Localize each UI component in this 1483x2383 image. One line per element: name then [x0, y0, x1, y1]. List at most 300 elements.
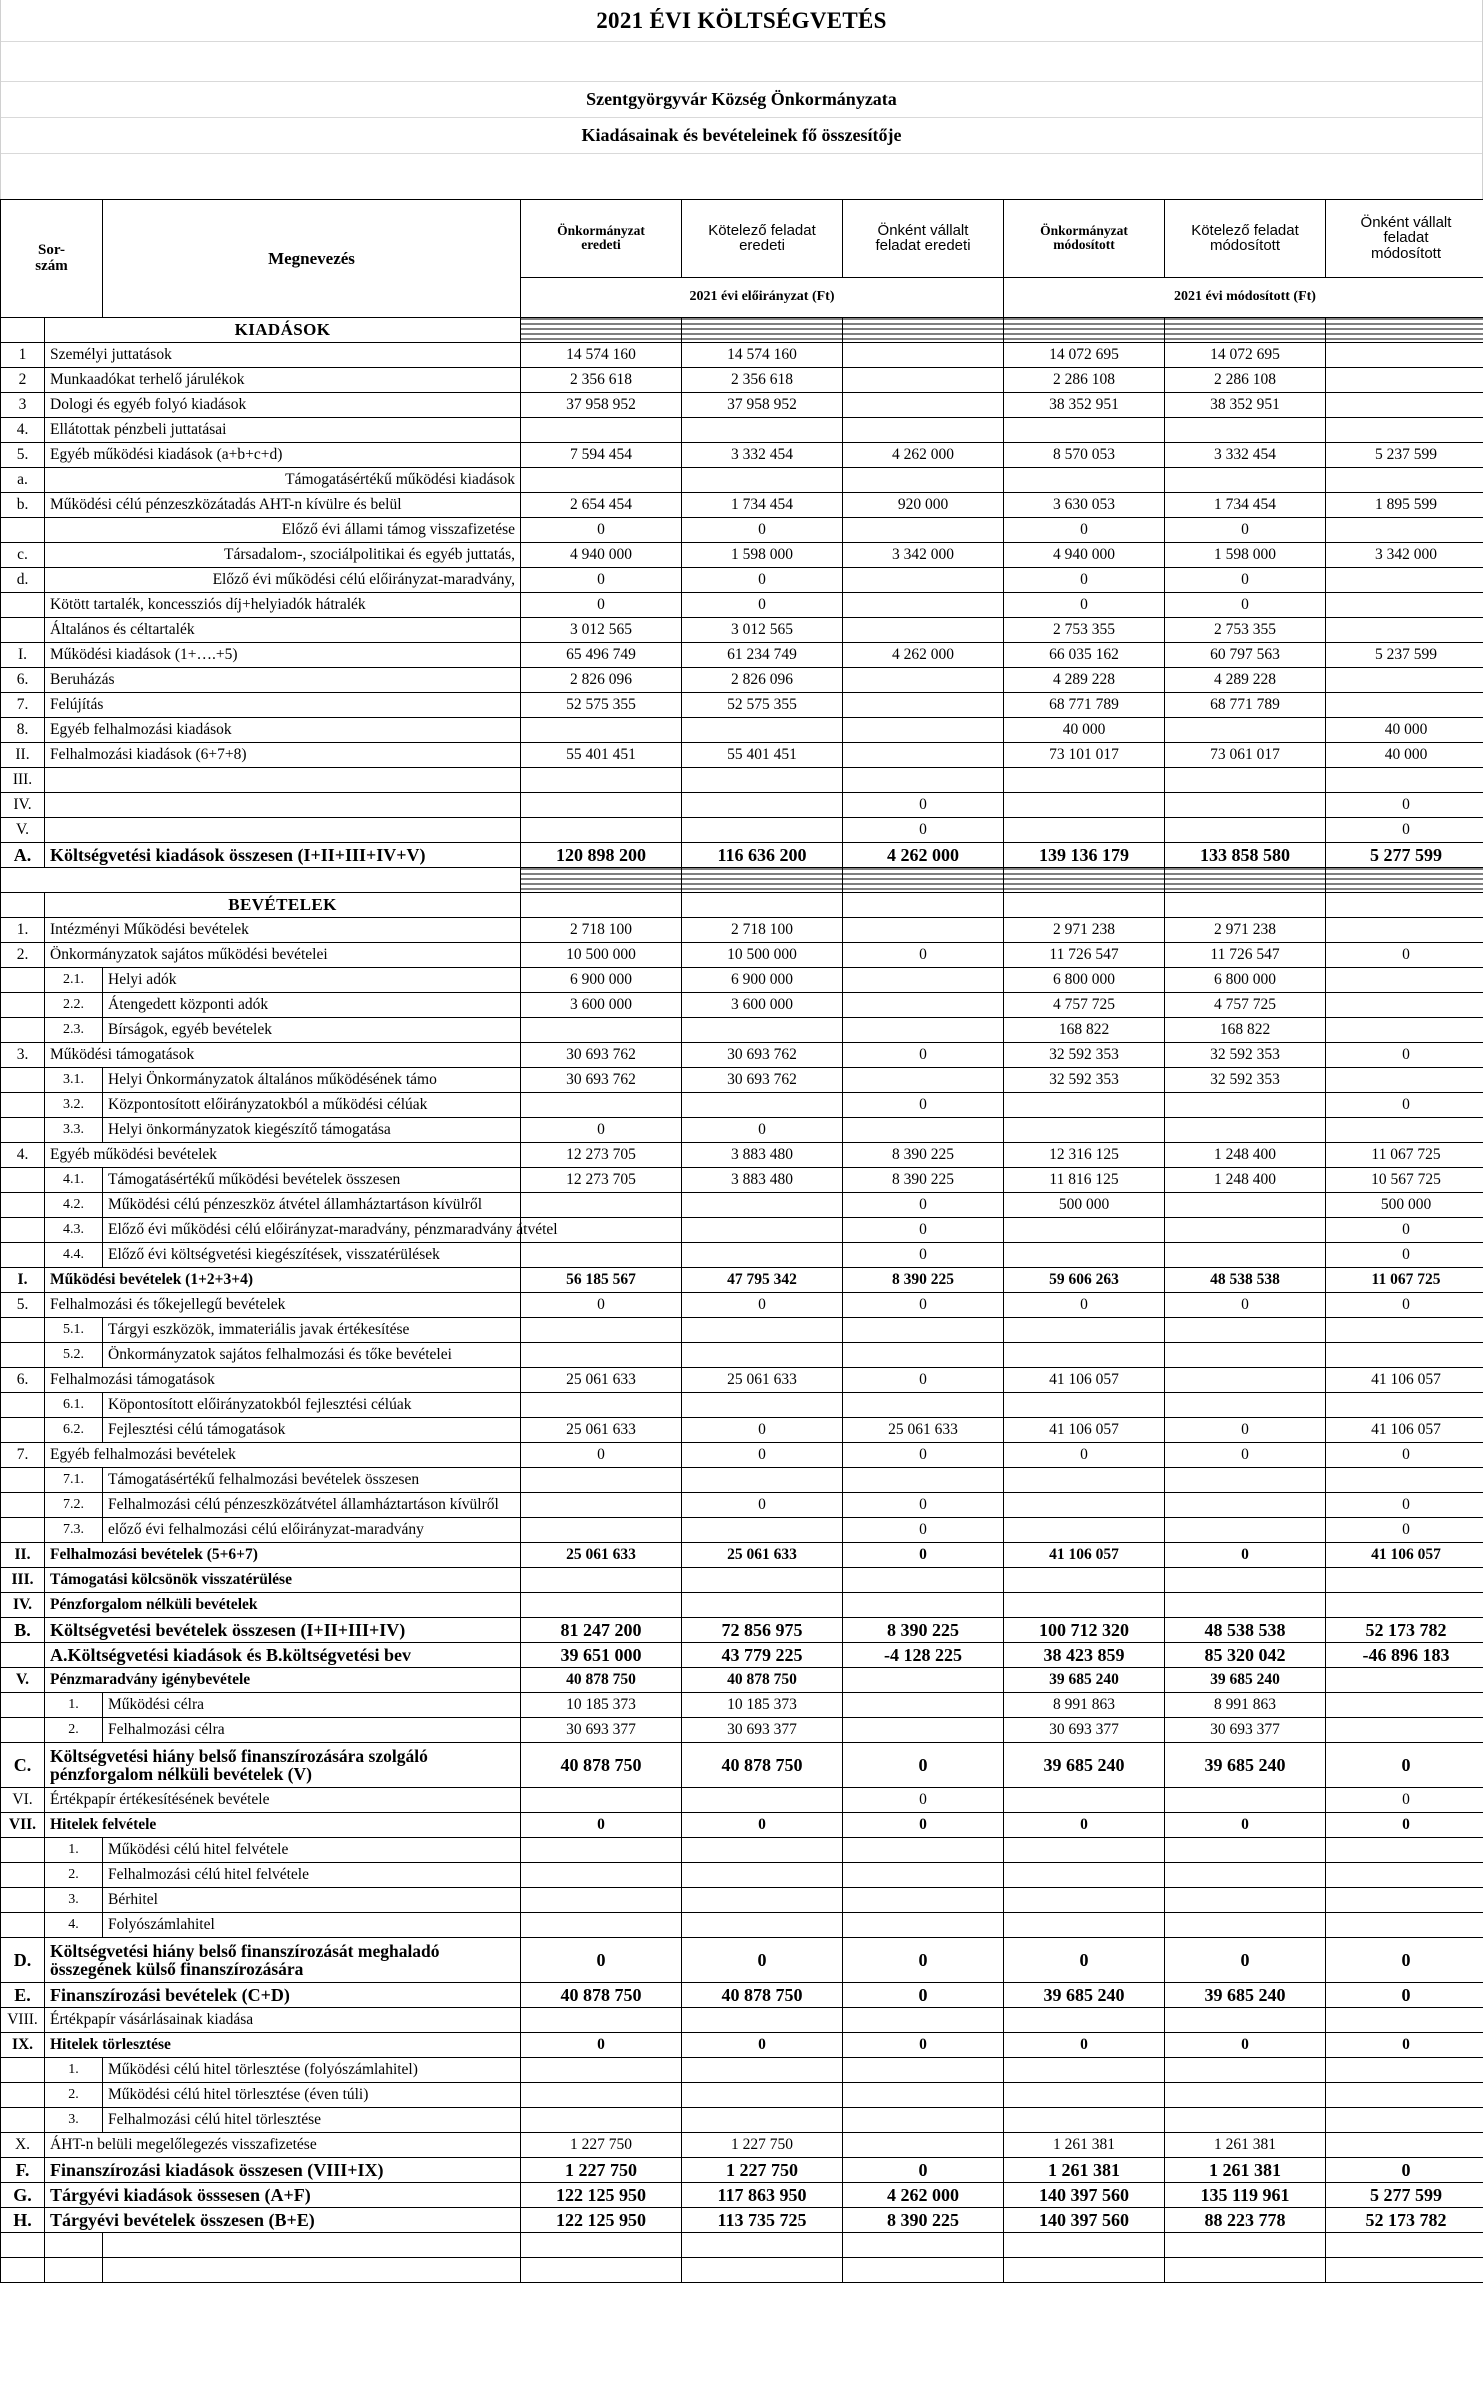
- row-label: [45, 793, 521, 818]
- table-cell-value: [1004, 2058, 1165, 2083]
- row-subnumber: 4.1.: [45, 1168, 103, 1193]
- row-label: Költségvetési hiány belső finanszírozására szolgáló pénzforgalom nélküli bevételek (V): [45, 1743, 521, 1788]
- table-cell-value: 0: [1165, 1543, 1326, 1568]
- table-cell-value: 2 826 096: [521, 668, 682, 693]
- table-cell-value: [1326, 518, 1483, 543]
- row-label: Központosított előirányzatokból a működési célúak: [103, 1093, 521, 1118]
- table-cell-value: 0: [843, 1493, 1004, 1518]
- table-cell-value: 8 570 053: [1004, 443, 1165, 468]
- table-cell-value: 37 958 952: [521, 393, 682, 418]
- row-number: 1: [1, 343, 45, 368]
- row-number: 7.: [1, 1443, 45, 1468]
- table-cell-value: [682, 2108, 843, 2133]
- table-cell-value: 40 000: [1326, 743, 1483, 768]
- row-number: IX.: [1, 2033, 45, 2058]
- row-label: Intézményi Működési bevételek: [45, 918, 521, 943]
- table-cell-value: 52 173 782: [1326, 2208, 1483, 2233]
- row-number: III.: [1, 768, 45, 793]
- table-cell-value: 4 289 228: [1165, 668, 1326, 693]
- table-row: [1, 968, 1483, 993]
- row-label: Helyi adók: [103, 968, 521, 993]
- table-cell-value: 12 273 705: [521, 1143, 682, 1168]
- table-cell-value: 0: [521, 1938, 682, 1983]
- column-header-onkormanyzat-eredeti: [521, 200, 682, 278]
- table-row: [1, 1543, 1483, 1568]
- table-cell-value: [1004, 1318, 1165, 1343]
- row-subnumber: 4.4.: [45, 1243, 103, 1268]
- table-cell-value: 25 061 633: [521, 1543, 682, 1568]
- row-number: [1, 1393, 45, 1418]
- table-cell-value: 10 500 000: [521, 943, 682, 968]
- table-row: [1, 1913, 1483, 1938]
- row-label: Helyi önkormányzatok kiegészítő támogatása: [103, 1118, 521, 1143]
- row-number: V.: [1, 818, 45, 843]
- table-cell-value: 1 227 750: [521, 2133, 682, 2158]
- table-cell-value: 5 237 599: [1326, 443, 1483, 468]
- table-cell-value: 168 822: [1165, 1018, 1326, 1043]
- table-cell-value: 14 072 695: [1004, 343, 1165, 368]
- table-cell-value: 48 538 538: [1165, 1618, 1326, 1643]
- table-cell-value: 0: [1004, 568, 1165, 593]
- table-row: [1, 1068, 1483, 1093]
- table-cell-value: [682, 1468, 843, 1493]
- table-cell-value: [1326, 1343, 1483, 1368]
- table-cell-value: 1 598 000: [682, 543, 843, 568]
- table-row: [1, 1393, 1483, 1418]
- row-label: Önkormányzatok sajátos felhalmozási és tőke bevételei: [103, 1343, 521, 1368]
- table-cell-value: [682, 1393, 843, 1418]
- table-cell-value: 3 012 565: [521, 618, 682, 643]
- table-cell-value: 11 067 725: [1326, 1143, 1483, 1168]
- table-cell-value: 52 173 782: [1326, 1618, 1483, 1643]
- table-cell-value: 3 342 000: [843, 543, 1004, 568]
- table-row: [1, 1743, 1483, 1788]
- blank-cell: [45, 2233, 103, 2258]
- table-cell-value: [521, 1838, 682, 1863]
- row-number: [1, 1018, 45, 1043]
- table-cell-value: 40 000: [1326, 718, 1483, 743]
- row-number: G.: [1, 2183, 45, 2208]
- table-row: [1, 468, 1483, 493]
- table-row: [1, 1443, 1483, 1468]
- table-row: [1, 1813, 1483, 1838]
- table-cell-value: [1326, 2133, 1483, 2158]
- row-number: IV.: [1, 1593, 45, 1618]
- table-cell-value: 41 106 057: [1004, 1543, 1165, 1568]
- column-header-kotelezo-feladat-eredeti: [682, 200, 843, 278]
- row-label: Előző évi működési célú előirányzat-maradvány,: [45, 568, 521, 593]
- table-cell-value: [521, 318, 682, 343]
- table-cell-value: 117 863 950: [682, 2183, 843, 2208]
- table-cell-value: [521, 2058, 682, 2083]
- table-cell-value: [521, 718, 682, 743]
- page-title: 2021 ÉVI KÖLTSÉGVETÉS: [1, 0, 1482, 42]
- table-cell-value: 39 685 240: [1004, 1743, 1165, 1788]
- row-number: [1, 1093, 45, 1118]
- table-cell-value: 4 940 000: [1004, 543, 1165, 568]
- table-cell-value: 3 332 454: [1165, 443, 1326, 468]
- table-cell-value: -4 128 225: [843, 1643, 1004, 1668]
- blank-cell: [843, 2233, 1004, 2258]
- table-cell-value: 56 185 567: [521, 1268, 682, 1293]
- table-cell-value: 0: [843, 1788, 1004, 1813]
- hdr-line: módosított: [1053, 237, 1115, 253]
- table-cell-value: [1004, 1593, 1165, 1618]
- table-cell-value: [1326, 918, 1483, 943]
- table-cell-value: 55 401 451: [521, 743, 682, 768]
- table-row: [1, 1518, 1483, 1543]
- table-cell-value: 0: [843, 1293, 1004, 1318]
- table-cell-value: [682, 1838, 843, 1863]
- table-cell-value: 3 342 000: [1326, 543, 1483, 568]
- row-subnumber: 2.1.: [45, 968, 103, 993]
- row-number: [1, 893, 45, 918]
- row-label: Működési támogatások: [45, 1043, 521, 1068]
- table-cell-value: 1 227 750: [521, 2158, 682, 2183]
- table-cell-value: [1326, 993, 1483, 1018]
- row-label: Tárgyévi kiadások össsesen (A+F): [45, 2183, 521, 2208]
- table-cell-value: 39 685 240: [1165, 1668, 1326, 1693]
- table-row: [1, 2108, 1483, 2133]
- table-cell-value: 59 606 263: [1004, 1268, 1165, 1293]
- table-cell-value: [682, 1218, 843, 1243]
- table-cell-value: [682, 818, 843, 843]
- row-number: D.: [1, 1938, 45, 1983]
- section-title: KIADÁSOK: [45, 318, 521, 343]
- organization-name: Szentgyörgyvár Község Önkormányzata: [1, 82, 1482, 118]
- table-cell-value: 0: [1326, 2033, 1483, 2058]
- title-spacer-2: [1, 154, 1482, 199]
- table-cell-value: [1004, 893, 1165, 918]
- table-cell-value: [1326, 968, 1483, 993]
- table-cell-value: 38 423 859: [1004, 1643, 1165, 1668]
- row-subnumber: 6.2.: [45, 1418, 103, 1443]
- row-label: Működési célú hitel törlesztése (folyószámlahitel): [103, 2058, 521, 2083]
- table-cell-value: 39 651 000: [521, 1643, 682, 1668]
- table-cell-value: 8 390 225: [843, 1618, 1004, 1643]
- hdr-line: Önkormányzat: [1040, 223, 1128, 239]
- table-cell-value: [1004, 1118, 1165, 1143]
- table-cell-value: [682, 1518, 843, 1543]
- table-cell-value: [521, 1393, 682, 1418]
- row-number: [1, 593, 45, 618]
- blank-cell: [1326, 2233, 1483, 2258]
- table-cell-value: 25 061 633: [521, 1418, 682, 1443]
- row-subnumber: 1.: [45, 1838, 103, 1863]
- table-cell-value: [1326, 593, 1483, 618]
- table-cell-value: 52 575 355: [521, 693, 682, 718]
- table-cell-value: [521, 1568, 682, 1593]
- row-label: Működési kiadások (1+….+5): [45, 643, 521, 668]
- table-cell-value: [682, 1593, 843, 1618]
- table-cell-value: 2 971 238: [1165, 918, 1326, 943]
- row-label: Támogatási kölcsönök visszatérülése: [45, 1568, 521, 1593]
- table-cell-value: 3 600 000: [682, 993, 843, 1018]
- table-cell-value: 0: [843, 943, 1004, 968]
- table-row: [1, 1118, 1483, 1143]
- row-label: Felújítás: [45, 693, 521, 718]
- table-cell-value: 0: [1165, 518, 1326, 543]
- table-cell-value: 122 125 950: [521, 2183, 682, 2208]
- table-cell-value: 0: [1004, 518, 1165, 543]
- table-cell-value: [1004, 1093, 1165, 1118]
- row-number: [1, 1243, 45, 1268]
- table-cell-value: [1326, 668, 1483, 693]
- table-cell-value: 1 895 599: [1326, 493, 1483, 518]
- hdr-line: Kötelező feladat: [708, 221, 816, 239]
- table-cell-value: 0: [1326, 1218, 1483, 1243]
- table-cell-value: 1 261 381: [1165, 2133, 1326, 2158]
- table-cell-value: 0: [843, 1443, 1004, 1468]
- row-label: Általános és céltartalék: [45, 618, 521, 643]
- table-row: [1, 1493, 1483, 1518]
- table-cell-value: [1165, 1193, 1326, 1218]
- table-cell-value: [1326, 1838, 1483, 1863]
- table-cell-value: 11 726 547: [1004, 943, 1165, 968]
- table-row: [1, 718, 1483, 743]
- row-label: Működési célú pénzeszközátadás AHT-n kívülre és belül: [45, 493, 521, 518]
- table-cell-value: [1165, 1863, 1326, 1888]
- table-cell-value: 40 878 750: [521, 1983, 682, 2008]
- hdr-line: feladat: [1383, 229, 1429, 247]
- table-row: [1, 1888, 1483, 1913]
- table-cell-value: [682, 1343, 843, 1368]
- row-number: I.: [1, 1268, 45, 1293]
- table-cell-value: [1165, 1468, 1326, 1493]
- row-subnumber: 3.: [45, 1888, 103, 1913]
- row-label: Fejlesztési célú támogatások: [103, 1418, 521, 1443]
- table-cell-value: [521, 1518, 682, 1543]
- row-label: Felhalmozási célra: [103, 1718, 521, 1743]
- table-cell-value: 3 600 000: [521, 993, 682, 1018]
- table-cell-value: 2 971 238: [1004, 918, 1165, 943]
- table-cell-value: [1326, 1393, 1483, 1418]
- row-label: Felhalmozási és tőkejellegű bevételek: [45, 1293, 521, 1318]
- table-cell-value: 11 067 725: [1326, 1268, 1483, 1293]
- table-cell-value: 60 797 563: [1165, 643, 1326, 668]
- table-row: [1, 1168, 1483, 1193]
- table-cell-value: [843, 693, 1004, 718]
- row-label: Működési célú hitel felvétele: [103, 1838, 521, 1863]
- row-label: ÁHT-n belüli megelőlegezés visszafizetése: [45, 2133, 521, 2158]
- table-cell-value: 0: [1326, 2158, 1483, 2183]
- row-label: Felhalmozási kiadások (6+7+8): [45, 743, 521, 768]
- table-cell-value: 14 574 160: [682, 343, 843, 368]
- table-row: [1, 1618, 1483, 1643]
- table-cell-value: 0: [1326, 793, 1483, 818]
- row-number: 6.: [1, 668, 45, 693]
- table-cell-value: 8 390 225: [843, 2208, 1004, 2233]
- table-cell-value: [521, 1913, 682, 1938]
- table-cell-value: 68 771 789: [1165, 693, 1326, 718]
- table-cell-value: 30 693 377: [682, 1718, 843, 1743]
- table-cell-value: 40 878 750: [682, 1983, 843, 2008]
- row-label: Működési célú pénzeszköz átvétel államháztartáson kívülről: [103, 1193, 521, 1218]
- row-number: VII.: [1, 1813, 45, 1838]
- table-row: [1, 2008, 1483, 2033]
- table-cell-value: [682, 1888, 843, 1913]
- row-label: Munkaadókat terhelő járulékok: [45, 368, 521, 393]
- table-cell-value: [1165, 1493, 1326, 1518]
- table-cell-value: 116 636 200: [682, 843, 843, 868]
- row-number: X.: [1, 2133, 45, 2158]
- table-cell-value: [521, 818, 682, 843]
- table-cell-value: 0: [1326, 1493, 1483, 1518]
- row-label: Hitelek törlesztése: [45, 2033, 521, 2058]
- hdr-line: Önkormányzat: [557, 223, 645, 239]
- table-cell-value: 0: [1326, 1743, 1483, 1788]
- row-number: 7.: [1, 693, 45, 718]
- table-cell-value: [843, 1318, 1004, 1343]
- table-cell-value: 0: [1326, 1788, 1483, 1813]
- title-spacer-1: [1, 42, 1482, 82]
- table-cell-value: 30 693 762: [682, 1068, 843, 1093]
- hdr-line: Önként vállalt: [877, 221, 969, 239]
- table-row: [1, 1218, 1483, 1243]
- table-row: [1, 443, 1483, 468]
- table-cell-value: 920 000: [843, 493, 1004, 518]
- table-cell-value: [682, 1788, 843, 1813]
- table-cell-value: [843, 618, 1004, 643]
- table-row: [1, 1643, 1483, 1668]
- table-cell-value: [1326, 318, 1483, 343]
- table-cell-value: 55 401 451: [682, 743, 843, 768]
- table-cell-value: [1004, 768, 1165, 793]
- row-subnumber: 3.1.: [45, 1068, 103, 1093]
- table-cell-value: [843, 568, 1004, 593]
- table-cell-value: [521, 1318, 682, 1343]
- table-cell-value: 0: [1165, 568, 1326, 593]
- table-row: [1, 693, 1483, 718]
- table-cell-value: 25 061 633: [682, 1368, 843, 1393]
- sorszam-line2: szám: [35, 257, 68, 274]
- row-label: Támogatásértékű működési kiadások: [45, 468, 521, 493]
- table-cell-value: [1004, 468, 1165, 493]
- table-row: [1, 1043, 1483, 1068]
- table-cell-value: 10 500 000: [682, 943, 843, 968]
- row-number: [1, 618, 45, 643]
- row-label: Tárgyévi bevételek összesen (B+E): [45, 2208, 521, 2233]
- row-label: Előző évi állami támog visszafizetése: [45, 518, 521, 543]
- table-cell-value: [1326, 468, 1483, 493]
- table-cell-value: [843, 318, 1004, 343]
- table-cell-value: [521, 1093, 682, 1118]
- table-cell-value: 2 286 108: [1165, 368, 1326, 393]
- table-cell-value: [521, 1243, 682, 1268]
- row-number: 2: [1, 368, 45, 393]
- table-row: [1, 1788, 1483, 1813]
- table-cell-value: 32 592 353: [1004, 1043, 1165, 1068]
- row-label: Folyószámlahitel: [103, 1913, 521, 1938]
- table-cell-value: 8 991 863: [1165, 1693, 1326, 1718]
- table-cell-value: [1326, 568, 1483, 593]
- table-cell-value: 0: [521, 593, 682, 618]
- table-row: [1, 618, 1483, 643]
- table-cell-value: [682, 1318, 843, 1343]
- row-number: [1, 1693, 45, 1718]
- table-cell-value: [682, 1193, 843, 1218]
- table-row: [1, 2058, 1483, 2083]
- table-cell-value: 0: [843, 1243, 1004, 1268]
- row-subnumber: 4.2.: [45, 1193, 103, 1218]
- column-header-onkent-vallalt-eredeti: [843, 200, 1004, 278]
- table-row: [1, 843, 1483, 868]
- table-cell-value: 85 320 042: [1165, 1643, 1326, 1668]
- row-number: [1, 2083, 45, 2108]
- row-label: Egyéb működési kiadások (a+b+c+d): [45, 443, 521, 468]
- row-subnumber: 4.3.: [45, 1218, 103, 1243]
- hdr-line: feladat eredeti: [875, 237, 971, 255]
- table-cell-value: [1165, 1518, 1326, 1543]
- row-subnumber: 5.1.: [45, 1318, 103, 1343]
- table-cell-value: 2 718 100: [682, 918, 843, 943]
- row-label: Helyi Önkormányzatok általános működésének támo: [103, 1068, 521, 1093]
- table-row: [1, 1343, 1483, 1368]
- row-number: 4.: [1, 418, 45, 443]
- table-row: [1, 1268, 1483, 1293]
- row-number: [1, 1913, 45, 1938]
- table-cell-value: 1 261 381: [1165, 2158, 1326, 2183]
- table-cell-value: 0: [1326, 1983, 1483, 2008]
- table-cell-value: 39 685 240: [1004, 1983, 1165, 2008]
- blank-cell: [1004, 2258, 1165, 2283]
- table-cell-value: [682, 2008, 843, 2033]
- table-cell-value: [1326, 1863, 1483, 1888]
- hdr-line: módosított: [1370, 245, 1442, 263]
- table-cell-value: [682, 793, 843, 818]
- table-cell-value: 0: [843, 1813, 1004, 1838]
- table-cell-value: 3 332 454: [682, 443, 843, 468]
- row-label: Hitelek felvétele: [45, 1813, 521, 1838]
- row-subnumber: 2.: [45, 1718, 103, 1743]
- table-row: [1, 543, 1483, 568]
- row-number: 4.: [1, 1143, 45, 1168]
- table-row: [1, 2183, 1483, 2208]
- separator-hatch-cell: [682, 868, 843, 893]
- row-label: Bérhitel: [103, 1888, 521, 1913]
- table-cell-value: 4 262 000: [843, 643, 1004, 668]
- table-row: [1, 1718, 1483, 1743]
- table-cell-value: [1326, 1888, 1483, 1913]
- row-subnumber: 3.: [45, 2108, 103, 2133]
- table-cell-value: 39 685 240: [1165, 1743, 1326, 1788]
- row-subnumber: 1.: [45, 1693, 103, 1718]
- column-header-kotelezo-feladat-modositott: [1165, 200, 1326, 278]
- table-cell-value: 72 856 975: [682, 1618, 843, 1643]
- table-cell-value: 0: [843, 2033, 1004, 2058]
- table-row: [1, 818, 1483, 843]
- column-header-megnevezes: Megnevezés: [103, 200, 521, 318]
- table-cell-value: [682, 2058, 843, 2083]
- row-subnumber: 1.: [45, 2058, 103, 2083]
- row-label: Költségvetési hiány belső finanszírozását meghaladó összegének külső finanszírozására: [45, 1938, 521, 1983]
- row-number: B.: [1, 1618, 45, 1643]
- table-cell-value: 1 261 381: [1004, 2158, 1165, 2183]
- table-cell-value: [1326, 368, 1483, 393]
- table-cell-value: 0: [521, 1443, 682, 1468]
- row-label: Dologi és egyéb folyó kiadások: [45, 393, 521, 418]
- table-cell-value: 5 277 599: [1326, 843, 1483, 868]
- table-cell-value: 122 125 950: [521, 2208, 682, 2233]
- row-subnumber: 3.2.: [45, 1093, 103, 1118]
- row-number: c.: [1, 543, 45, 568]
- table-cell-value: [843, 393, 1004, 418]
- table-cell-value: [843, 1468, 1004, 1493]
- table-cell-value: 11 816 125: [1004, 1168, 1165, 1193]
- table-cell-value: [843, 368, 1004, 393]
- table-cell-value: 8 390 225: [843, 1143, 1004, 1168]
- table-cell-value: 30 693 377: [521, 1718, 682, 1743]
